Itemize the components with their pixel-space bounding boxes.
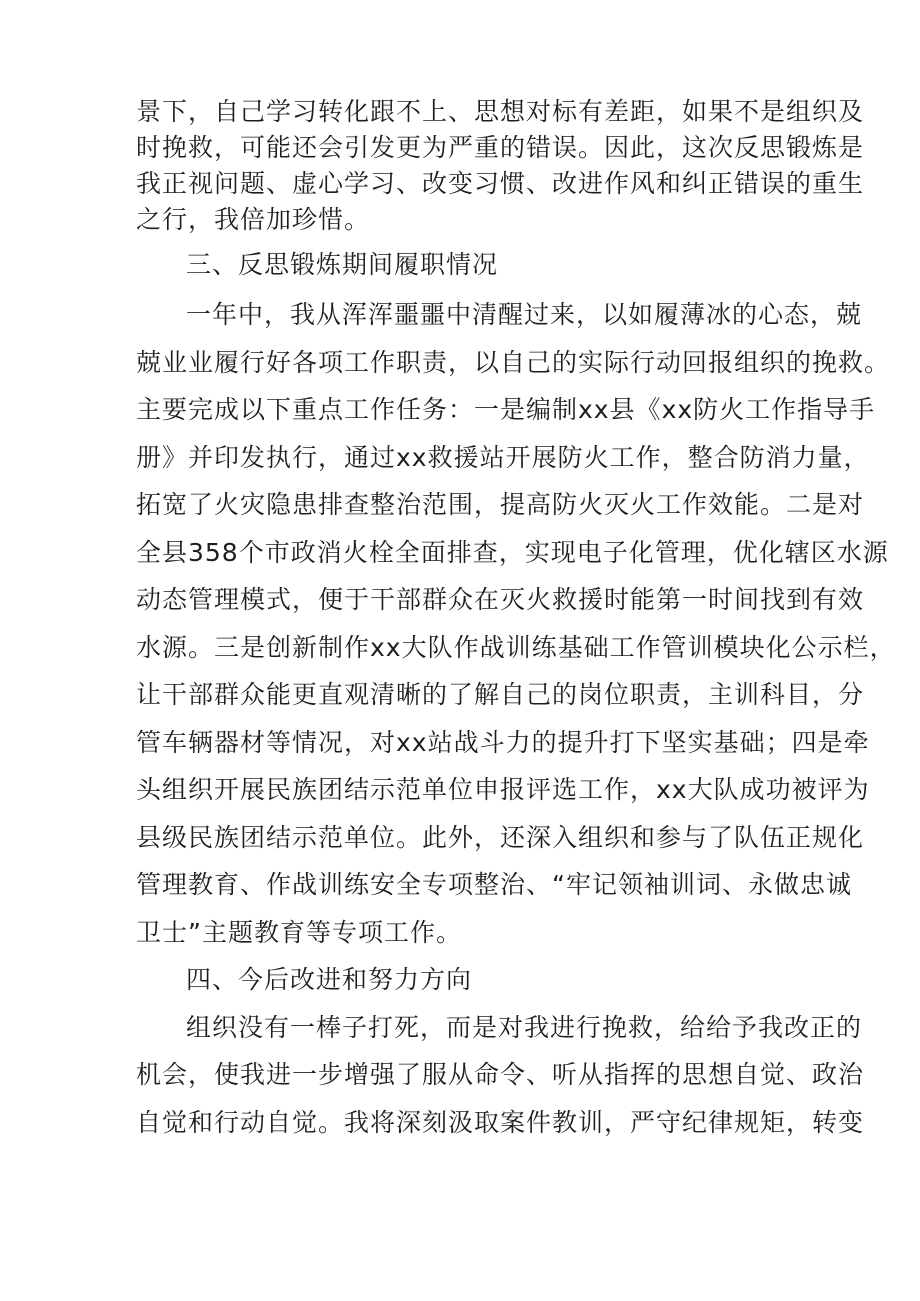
- text-line: 全县358个市政消火栓全面排查，实现电子化管理，优化辖区水源: [136, 537, 889, 567]
- text-line: 管理教育、作战训练安全专项整治、“牢记领袖训词、永做忠诚: [136, 870, 852, 899]
- text-line: 兢业业履行好各项工作职责，以自己的实际行动回报组织的挽救。: [136, 347, 891, 377]
- text-line: 自觉和行动自觉。我将深刻汲取案件教训，严守纪律规矩，转变: [136, 1107, 865, 1137]
- text-line: 之行，我倍加珍惜。: [136, 205, 371, 234]
- text-line: 动态管理模式，便于干部群众在灭火救援时能第一时间找到有效: [136, 585, 865, 614]
- text-line: 卫士”主题教育等专项工作。: [136, 917, 462, 947]
- text-line: 让干部群众能更直观清晰的了解自己的岗位职责，主训科目，分: [136, 680, 865, 709]
- text-line: 拓宽了火灾隐患排查整治范围，提高防火灭火工作效能。二是对: [136, 490, 865, 519]
- text-line: 主要完成以下重点工作任务：一是编制xx县《xx防火工作指导手: [136, 395, 876, 424]
- text-line: 我正视问题、虚心学习、改变习惯、改进作风和纠正错误的重生: [136, 169, 865, 198]
- section-heading-3: 三、反思锻炼期间履职情况: [186, 250, 499, 279]
- text-line: 时挽救，可能还会引发更为严重的错误。因此，这次反思锻炼是: [136, 133, 865, 162]
- text-line: 一年中，我从浑浑噩噩中清醒过来，以如履薄冰的心态，兢: [186, 300, 863, 329]
- text-line: 水源。三是创新制作xx大队作战训练基础工作管训模块化公示栏，: [136, 632, 896, 662]
- text-line: 组织没有一棒子打死，而是对我进行挽救，给给予我改正的: [186, 1012, 863, 1042]
- text-line: 头组织开展民族团结示范单位申报评选工作，xx大队成功被评为: [136, 775, 870, 804]
- text-line: 管车辆器材等情况，对xx站战斗力的提升打下坚实基础；四是牵: [136, 727, 870, 757]
- text-line: 景下，自己学习转化跟不上、思想对标有差距，如果不是组织及: [136, 97, 865, 126]
- document-body: [136, 94, 896, 1146]
- text-line: 机会，使我进一步增强了服从命令、听从指挥的思想自觉、政治: [136, 1060, 865, 1089]
- section-heading-4: 四、今后改进和努力方向: [186, 965, 473, 994]
- text-line: 县级民族团结示范单位。此外，还深入组织和参与了队伍正规化: [136, 822, 865, 852]
- text-line: 册》并印发执行，通过xx救援站开展防火工作，整合防消力量，: [136, 442, 870, 472]
